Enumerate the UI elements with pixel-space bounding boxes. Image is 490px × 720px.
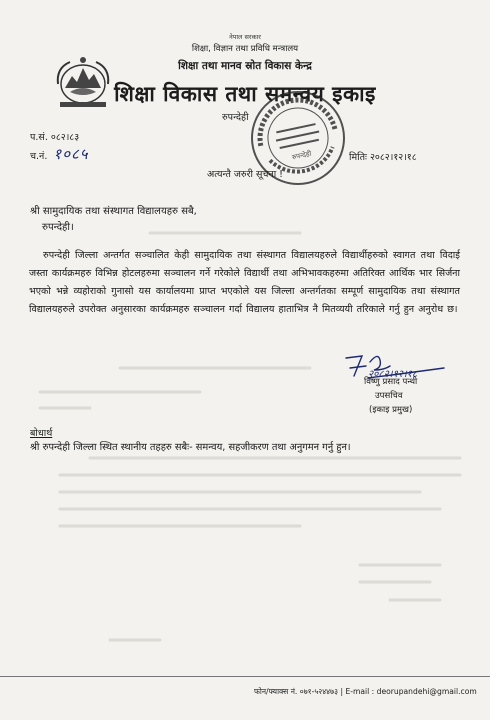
government-name: नेपाल सरकार <box>229 33 261 41</box>
patra-sankhya <box>30 130 79 143</box>
signer-role: (इकाइ प्रमुख) <box>369 405 413 415</box>
recipient-line-2: रुपन्देही। <box>42 222 74 233</box>
footer-email-label: E-mail : <box>345 687 375 696</box>
bodhartha-label: बोधार्थ <box>30 428 53 439</box>
chalani-number <box>30 144 89 164</box>
date-label: मितिः <box>349 152 367 163</box>
signer-name: विष्णु प्रसाद पन्थी <box>364 377 418 387</box>
office-location: रुपन्देही <box>222 112 249 123</box>
center-name: शिक्षा तथा मानव स्रोत विकास केन्द्र <box>178 60 312 72</box>
patra-sankhya-value: ०८२।८३ <box>50 132 80 143</box>
footer-divider <box>0 676 490 677</box>
footer-phone: ०७१-५२४४७३ <box>299 687 339 696</box>
signer-title: उपसचिव <box>375 391 403 401</box>
nepal-emblem-icon <box>50 54 116 110</box>
patra-sankhya-label: प.सं. <box>30 132 48 143</box>
footer-email: deorupandehi@gmail.com <box>376 687 477 696</box>
unit-name: शिक्षा विकास तथा समन्वय इकाइ <box>114 82 376 106</box>
letter-body: रुपन्देही जिल्ला अन्तर्गत सञ्चालित केही सामुदायिक तथा संस्थागत विद्यालयहरुले विद्यार्थीहरुको स्वागत तथा विदाई जस्ता कार्यक्रमहरु विभिन्न होटलहरुमा सञ्चालन गर्ने गरेकोले विद्यार्थी तथा अभिभावकहरुमा अतिरिक्त आर्थिक भार सिर्जना भएको भन्ने व्यहोराको गुनासो यस कार्यालयमा प्राप्त भएकोले यस जिल्ला अन्तर्गतका सम्पूर्ण सामुदायिक तथा संस्थागत विद्यालयहरुले उपरोक्त अनुसारका कार्यक्रमहरु सञ्चालन गर्दा विद्यालय हाताभित्र नै मितव्ययी तरिकाले गर्नु हुन अनुरोध छ। <box>29 250 460 315</box>
footer-contact <box>254 687 477 697</box>
chalani-label: च.नं. <box>30 151 48 162</box>
footer-phone-label: फोन/फ्याक्स नं. <box>254 687 298 696</box>
urgent-notice-heading: अत्यन्तै जरुरी सूचना ! <box>207 169 283 180</box>
stamp-text: रुपन्देही <box>291 149 313 162</box>
chalani-handwritten-number: १०८५ <box>53 145 89 163</box>
bodhartha-text: श्री रुपन्देही जिल्ला स्थित स्थानीय तहहरु सबैः- समन्वय, सहजीकरण तथा अनुगमन गर्नु हुन। <box>30 442 351 453</box>
date-value: २०८२।१२।१८ <box>369 152 417 163</box>
ministry-name: शिक्षा, विज्ञान तथा प्रविधि मन्त्रालय <box>191 44 299 54</box>
letter-date <box>349 150 417 163</box>
footer-separator: | <box>340 687 344 696</box>
recipient-line-1: श्री सामुदायिक तथा संस्थागत विद्यालयहरु सबै, <box>30 206 197 217</box>
signature-date: २०८२।१२।१८ <box>368 369 418 380</box>
